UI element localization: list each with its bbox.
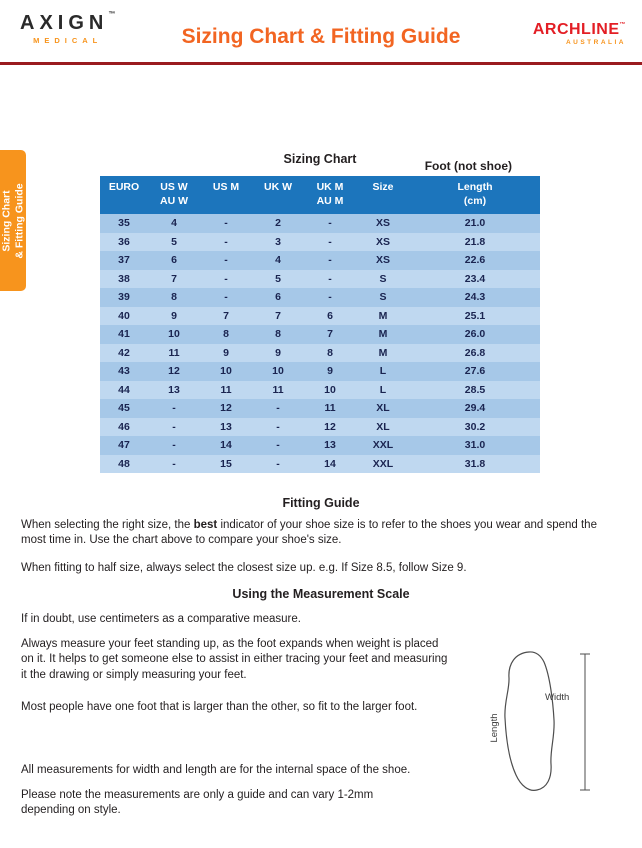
table-row — [100, 233, 540, 252]
size-cell: - — [172, 457, 176, 470]
size-cell: 4 — [275, 254, 281, 267]
size-cell: - — [328, 235, 332, 248]
size-cell: 10 — [168, 328, 180, 341]
fitting-guide-paragraph-2: When fitting to half size, always select the closest size up. e.g. If Size 8.5, follow Size 9. — [21, 562, 467, 574]
size-cell: 10 — [272, 365, 284, 378]
size-cell: 31.0 — [464, 439, 486, 452]
size-cell: - — [172, 402, 176, 415]
header-line: US W — [160, 181, 188, 193]
header-line: (cm) — [463, 195, 487, 207]
table-row — [100, 251, 540, 270]
table-header-row — [100, 176, 540, 214]
size-cell: - — [276, 457, 280, 470]
size-cell: 26.0 — [464, 328, 486, 341]
size-cell: 41 — [118, 328, 130, 341]
width-label: Width — [545, 692, 570, 703]
table-row — [100, 325, 540, 344]
fitting-guide-paragraph-1 — [21, 518, 617, 549]
fitting-guide-heading: Fitting Guide — [282, 496, 360, 510]
measurement-scale-heading: Using the Measurement Scale — [232, 587, 410, 601]
table-row — [100, 418, 540, 437]
table-row — [100, 381, 540, 400]
size-cell: 48 — [118, 457, 130, 470]
paragraph-text: indicator of your shoe size is to refer to the shoes you wear and spend the most time in. Use the chart above to compare your shoe's size. — [21, 519, 597, 547]
size-cell: - — [276, 402, 280, 415]
paragraph-text-bold: best — [193, 519, 218, 531]
measurement-paragraph-4: All measurements for width and length are for the internal space of the shoe. — [21, 764, 411, 776]
brand-text: ARCHLINE — [532, 21, 620, 38]
size-cell: 7 — [171, 272, 177, 285]
size-cell: 9 — [327, 365, 333, 378]
size-cell: 24.3 — [464, 291, 486, 304]
axign-logo-tagline: MEDICAL — [33, 36, 103, 45]
size-cell: - — [328, 254, 332, 267]
archline-logo — [533, 22, 626, 46]
size-cell: 5 — [171, 235, 177, 248]
length-label: Length — [489, 713, 500, 743]
measurement-paragraph-5: Please note the measurements are only a guide and can vary 1-2mm depending on style. — [21, 789, 374, 817]
size-cell: 8 — [275, 328, 281, 341]
size-cell: 30.2 — [464, 420, 486, 433]
size-cell: - — [224, 217, 228, 230]
header-line: UK W — [264, 181, 292, 193]
size-cell: 43 — [118, 365, 130, 378]
size-cell: - — [172, 439, 176, 452]
header-line: Size — [372, 181, 394, 193]
size-cell: L — [379, 365, 387, 378]
size-cell: 13 — [220, 420, 232, 433]
page-title: Sizing Chart & Fitting Guide — [181, 25, 461, 48]
table-row — [100, 307, 540, 326]
table-row — [100, 455, 540, 474]
header-line: US M — [212, 181, 240, 193]
table-row — [100, 270, 540, 289]
header-line: AU W — [160, 195, 188, 207]
size-cell: - — [328, 272, 332, 285]
size-cell: 12 — [220, 402, 232, 415]
size-cell: 12 — [168, 365, 180, 378]
size-cell: 3 — [275, 235, 281, 248]
size-cell: 14 — [220, 439, 232, 452]
side-tab-line-1: Sizing Chart — [0, 189, 13, 252]
size-cell: 4 — [171, 217, 177, 230]
side-tab-label — [0, 183, 25, 258]
size-cell: 8 — [327, 346, 333, 359]
size-cell: 27.6 — [464, 365, 486, 378]
table-row — [100, 288, 540, 307]
size-cell: - — [224, 254, 228, 267]
size-cell: 44 — [118, 383, 130, 396]
size-cell: 40 — [118, 309, 130, 322]
sizing-chart-table-body — [100, 214, 540, 473]
size-cell: XL — [376, 402, 390, 415]
size-cell: 31.8 — [464, 457, 486, 470]
trademark-symbol: ™ — [108, 11, 116, 18]
foot-not-shoe-note: Foot (not shoe) — [424, 159, 512, 173]
size-cell: 9 — [275, 346, 281, 359]
size-cell: XL — [376, 420, 390, 433]
table-row — [100, 344, 540, 363]
table-row — [100, 362, 540, 381]
foot-measurement-diagram — [489, 648, 595, 796]
column-header-usm — [200, 176, 252, 214]
foot-diagram-svg — [489, 648, 595, 796]
size-cell: - — [276, 420, 280, 433]
column-header-length — [410, 176, 540, 214]
size-cell: XS — [375, 254, 390, 267]
size-cell: L — [379, 383, 387, 396]
size-cell: 2 — [275, 217, 281, 230]
size-cell: 11 — [272, 383, 284, 396]
size-cell: 12 — [324, 420, 336, 433]
size-cell: XXL — [372, 439, 394, 452]
header-line: UK M — [316, 181, 344, 193]
size-cell: 45 — [118, 402, 130, 415]
size-cell: 23.4 — [464, 272, 486, 285]
column-header-size — [356, 176, 410, 214]
size-cell: M — [378, 346, 388, 359]
header-line: EURO — [108, 181, 140, 193]
size-cell: 11 — [324, 402, 336, 415]
measurement-paragraph-2: Always measure your feet standing up, as the foot expands when weight is placed on it. It helps to get someone else to assist in either tracing your feet and measuring it the drawing or simply measuring your feet. — [21, 638, 448, 681]
size-cell: 14 — [324, 457, 336, 470]
size-cell: XS — [375, 217, 390, 230]
table-row — [100, 214, 540, 233]
size-cell: 35 — [118, 217, 130, 230]
archline-logo-tagline: AUSTRALIA — [565, 39, 626, 46]
table-row — [100, 436, 540, 455]
table-row — [100, 399, 540, 418]
size-cell: 39 — [118, 291, 130, 304]
size-cell: 47 — [118, 439, 130, 452]
size-cell: 5 — [275, 272, 281, 285]
column-header-usw — [148, 176, 200, 214]
header-line: AU M — [316, 195, 344, 207]
size-cell: - — [224, 291, 228, 304]
size-cell: 9 — [171, 309, 177, 322]
size-cell: 10 — [324, 383, 336, 396]
size-cell: 38 — [118, 272, 130, 285]
size-cell: 26.8 — [464, 346, 486, 359]
size-cell: M — [378, 309, 388, 322]
size-cell: 13 — [168, 383, 180, 396]
size-cell: 29.4 — [464, 402, 486, 415]
sizing-chart-heading: Sizing Chart — [283, 152, 357, 166]
size-cell: 21.8 — [464, 235, 486, 248]
size-cell: 42 — [118, 346, 130, 359]
size-cell: M — [378, 328, 388, 341]
column-header-ukm — [304, 176, 356, 214]
side-tab — [0, 150, 26, 291]
size-cell: XXL — [372, 457, 394, 470]
size-cell: 21.0 — [464, 217, 486, 230]
size-cell: 7 — [327, 328, 333, 341]
trademark-symbol: ™ — [619, 22, 626, 28]
size-cell: - — [224, 235, 228, 248]
size-cell: 7 — [223, 309, 229, 322]
side-tab-line-2: & Fitting Guide — [13, 182, 25, 259]
size-cell: - — [224, 272, 228, 285]
size-cell: 25.1 — [464, 309, 486, 322]
size-cell: 6 — [275, 291, 281, 304]
size-cell: 15 — [220, 457, 232, 470]
size-cell: - — [172, 420, 176, 433]
size-cell: 6 — [171, 254, 177, 267]
sizing-chart-table-wrap — [100, 176, 540, 473]
size-cell: 7 — [275, 309, 281, 322]
sizing-chart-table — [100, 176, 540, 473]
size-cell: 37 — [118, 254, 130, 267]
measurement-paragraph-3: Most people have one foot that is larger than the other, so fit to the larger foot. — [21, 701, 418, 713]
size-cell: - — [276, 439, 280, 452]
size-cell: 28.5 — [464, 383, 486, 396]
header-line: Length — [457, 181, 493, 193]
size-cell: 46 — [118, 420, 130, 433]
column-header-ukw — [252, 176, 304, 214]
foot-outline — [505, 652, 554, 790]
archline-logo-name — [533, 22, 626, 38]
size-cell: - — [328, 217, 332, 230]
size-cell: 8 — [171, 291, 177, 304]
size-cell: 13 — [324, 439, 336, 452]
size-cell: S — [379, 272, 387, 285]
size-cell: 11 — [168, 346, 180, 359]
column-header-euro — [100, 176, 148, 214]
size-cell: 10 — [220, 365, 232, 378]
size-cell: XS — [375, 235, 390, 248]
size-cell: S — [379, 291, 387, 304]
measurement-paragraph-1: If in doubt, use centimeters as a comparative measure. — [21, 613, 301, 625]
paragraph-text: When selecting the right size, the — [21, 519, 194, 531]
size-cell: - — [328, 291, 332, 304]
size-cell: 22.6 — [464, 254, 486, 267]
size-cell: 36 — [118, 235, 130, 248]
size-cell: 8 — [223, 328, 229, 341]
size-cell: 6 — [327, 309, 333, 322]
header-divider — [0, 62, 642, 65]
size-cell: 11 — [220, 383, 232, 396]
size-cell: 9 — [223, 346, 229, 359]
brand-text: AXIGN — [20, 12, 109, 34]
